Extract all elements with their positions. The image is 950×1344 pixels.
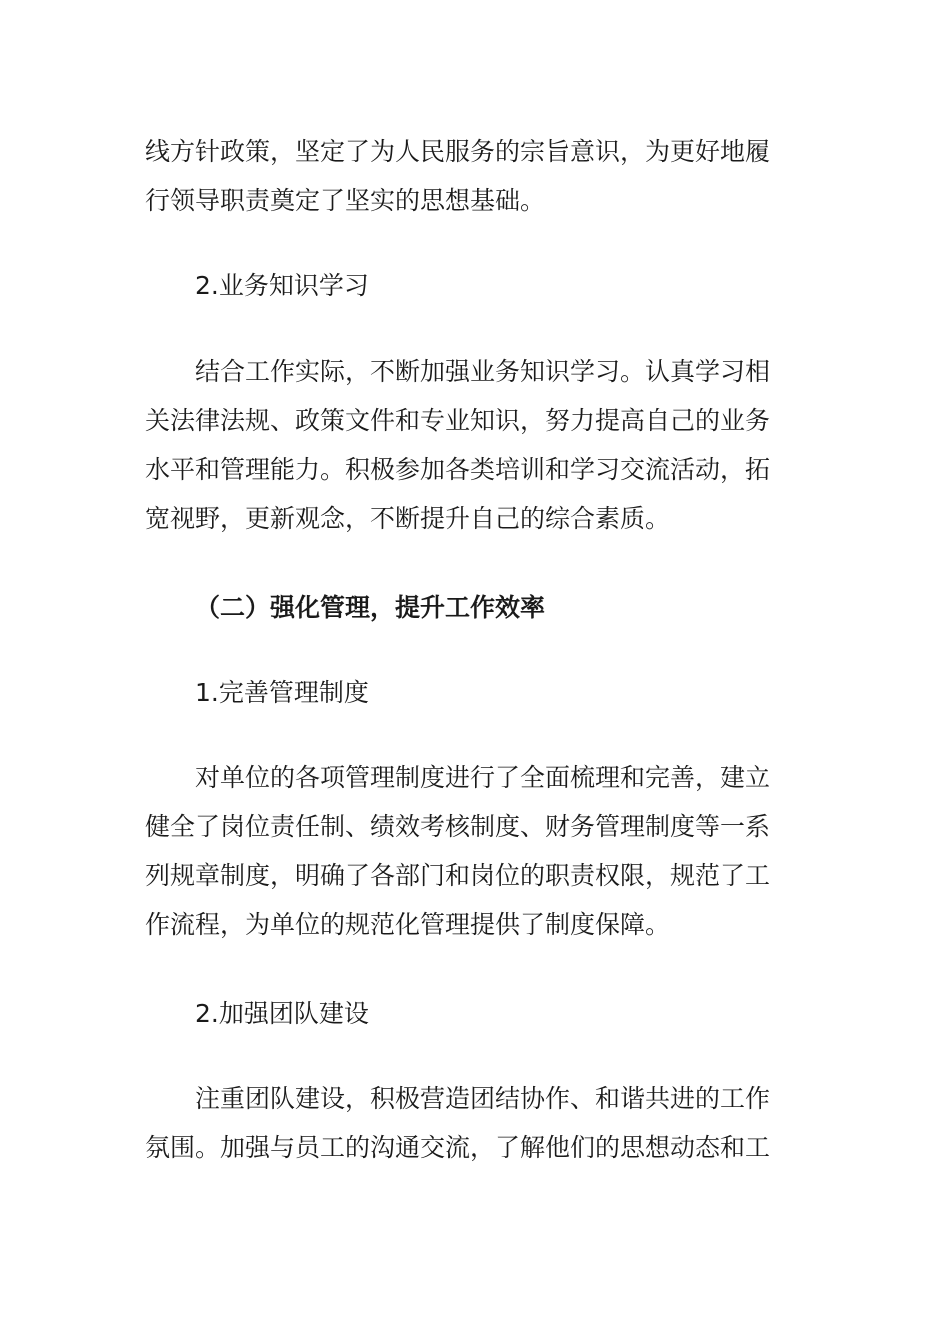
paragraph-team-building: 注重团队建设，积极营造团结协作、和谐共进的工作氛围。加强与员工的沟通交流，了解他们的思想动态和工 [145, 1084, 771, 1162]
subheading-management-system: 1.完善管理制度 [195, 678, 369, 707]
section-heading-strengthen-management: （二）强化管理，提升工作效率 [195, 593, 546, 622]
subheading-business-study: 2.业务知识学习 [195, 271, 369, 300]
subheading-team-building: 2.加强团队建设 [195, 999, 369, 1028]
paragraph-business-study: 结合工作实际，不断加强业务知识学习。认真学习相关法律法规、政策文件和专业知识，努力提高自己的业务水平和管理能力。积极参加各类培训和学习交流活动，拓宽视野，更新观念，不断提升自己的综合素质。 [145, 357, 771, 533]
paragraph-continued: 线方针政策，坚定了为人民服务的宗旨意识，为更好地履行领导职责奠定了坚实的思想基础。 [145, 137, 771, 215]
paragraph-management-system: 对单位的各项管理制度进行了全面梳理和完善，建立健全了岗位责任制、绩效考核制度、财务管理制度等一系列规章制度，明确了各部门和岗位的职责权限，规范了工作流程，为单位的规范化管理提供了制度保障。 [145, 763, 771, 939]
